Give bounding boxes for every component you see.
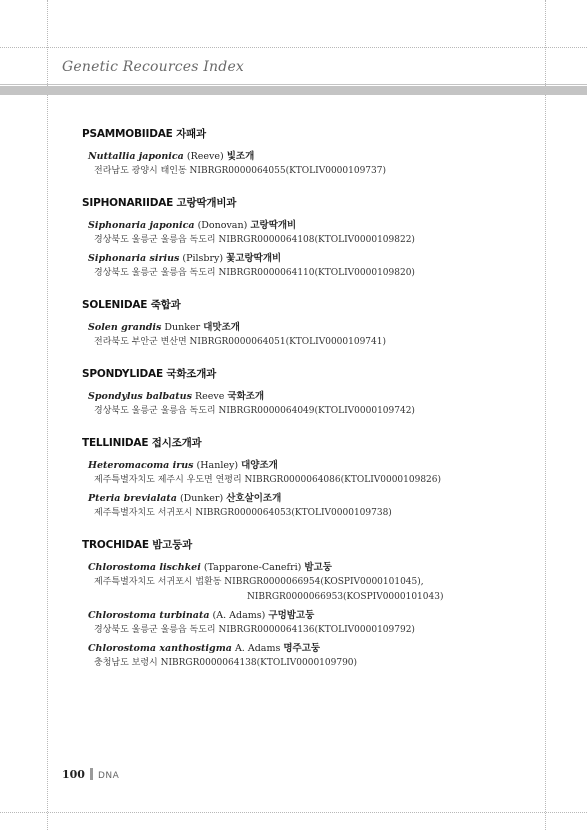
- species-latin-name: Siphonaria sirius: [88, 253, 180, 264]
- species-line: [88, 251, 552, 266]
- species-line: [88, 458, 552, 473]
- species-korean-name: 빛조개: [226, 151, 255, 162]
- specimen-location: 전라남도 광양시 태인동 NIBRGR0000064055(KTOLIV0000109737): [94, 166, 386, 176]
- species-line: [88, 491, 552, 506]
- species-entry: [88, 560, 552, 605]
- species-entry: [88, 149, 552, 179]
- species-korean-name: 구멍밤고둥: [268, 610, 315, 621]
- page-number: 100: [62, 768, 85, 781]
- species-latin-name: Chlorostoma lischkei: [88, 562, 201, 573]
- species-entry: [88, 458, 552, 488]
- family-title: SOLENIDAE 죽합과: [82, 299, 181, 311]
- species-author: (Tapparone-Canefri): [203, 562, 302, 573]
- family-section: [82, 435, 552, 521]
- specimen-location: 경상북도 울릉군 울릉읍 독도리 NIBRGR0000064108(KTOLIV0000109822): [94, 235, 415, 245]
- species-author: Dunker: [164, 322, 201, 333]
- species-entry: [88, 251, 552, 281]
- species-author: (Pilsbry): [182, 253, 224, 264]
- family-title: PSAMMOBIIDAE 자패과: [82, 128, 206, 140]
- species-line: [88, 608, 552, 623]
- species-latin-name: Solen grandis: [88, 322, 162, 333]
- species-author: A. Adams: [234, 643, 281, 654]
- species-entry: [88, 320, 552, 350]
- footer-label: DNA: [97, 771, 120, 781]
- page-footer: [62, 768, 119, 781]
- species-line: [88, 389, 552, 404]
- specimen-location-continued: NIBRGR0000066953(KOSPIV0000101043): [247, 592, 444, 602]
- specimen-location: 경상북도 울릉군 울릉읍 독도리 NIBRGR0000064136(KTOLIV0000109792): [94, 625, 415, 635]
- family-title: SIPHONARIIDAE 고랑딱개비과: [82, 197, 237, 209]
- specimen-location: 충청남도 보령시 NIBRGR0000064138(KTOLIV0000109790): [94, 658, 358, 668]
- species-entry: [88, 641, 552, 671]
- margin-guide-bottom: [0, 812, 587, 813]
- species-line: [88, 218, 552, 233]
- species-korean-name: 꽃고랑딱개비: [226, 253, 282, 264]
- family-section: [82, 366, 552, 419]
- species-korean-name: 밤고둥: [304, 562, 332, 573]
- family-section: [82, 195, 552, 281]
- family-section: [82, 126, 552, 179]
- family-section: [82, 537, 552, 671]
- margin-guide-top: [0, 47, 587, 48]
- specimen-location: 제주특별자치도 제주시 우도면 연평리 NIBRGR0000064086(KTOLIV0000109826): [94, 475, 442, 485]
- specimen-location: 경상북도 울릉군 울릉읍 독도리 NIBRGR0000064110(KTOLIV0000109820): [94, 268, 415, 278]
- species-entry: [88, 608, 552, 638]
- species-entry: [88, 218, 552, 248]
- specimen-location: 전라북도 부안군 변산면 NIBRGR0000064051(KTOLIV0000109741): [94, 337, 386, 347]
- species-entry: [88, 389, 552, 419]
- species-latin-name: Chlorostoma turbinata: [88, 610, 210, 621]
- species-entry: [88, 491, 552, 521]
- species-latin-name: Siphonaria japonica: [88, 220, 195, 231]
- species-author: (Reeve): [186, 151, 224, 162]
- specimen-location: 제주특별자치도 서귀포시 법환동 NIBRGR0000066954(KOSPIV0000101045),: [94, 577, 424, 587]
- species-latin-name: Nuttallia japonica: [88, 151, 184, 162]
- species-latin-name: Heteromacoma irus: [88, 460, 194, 471]
- species-korean-name: 대양조개: [241, 460, 278, 471]
- header-bar: [0, 86, 587, 95]
- header-rule: [0, 84, 587, 85]
- family-title: SPONDYLIDAE 국화조개과: [82, 368, 217, 380]
- species-line: [88, 320, 552, 335]
- specimen-location: 제주특별자치도 서귀포시 NIBRGR0000064053(KTOLIV0000109738): [94, 508, 392, 518]
- specimen-location: 경상북도 울릉군 울릉읍 독도리 NIBRGR0000064049(KTOLIV0000109742): [94, 406, 415, 416]
- species-author: (Donovan): [197, 220, 248, 231]
- index-content: [82, 126, 552, 687]
- species-korean-name: 국화조개: [227, 391, 265, 402]
- family-section: [82, 297, 552, 350]
- species-line: [88, 641, 552, 656]
- species-latin-name: Pteria brevialata: [88, 493, 177, 504]
- species-author: (A. Adams): [212, 610, 266, 621]
- species-line: [88, 149, 552, 164]
- species-author: (Hanley): [196, 460, 239, 471]
- margin-guide-left: [47, 0, 48, 830]
- species-latin-name: Spondylus balbatus: [88, 391, 192, 402]
- footer-separator: [90, 768, 93, 780]
- species-korean-name: 산호살이조개: [226, 493, 282, 504]
- running-header-title: Genetic Recources Index: [62, 59, 245, 75]
- species-korean-name: 명주고둥: [283, 643, 321, 654]
- species-author: (Dunker): [179, 493, 224, 504]
- species-line: [88, 560, 552, 575]
- species-author: Reeve: [194, 391, 225, 402]
- family-title: TROCHIDAE 밤고둥과: [82, 539, 193, 551]
- family-title: TELLINIDAE 접시조개과: [82, 437, 202, 449]
- species-korean-name: 고랑딱개비: [250, 220, 297, 231]
- species-latin-name: Chlorostoma xanthostigma: [88, 643, 232, 654]
- species-korean-name: 대맛조개: [203, 322, 240, 333]
